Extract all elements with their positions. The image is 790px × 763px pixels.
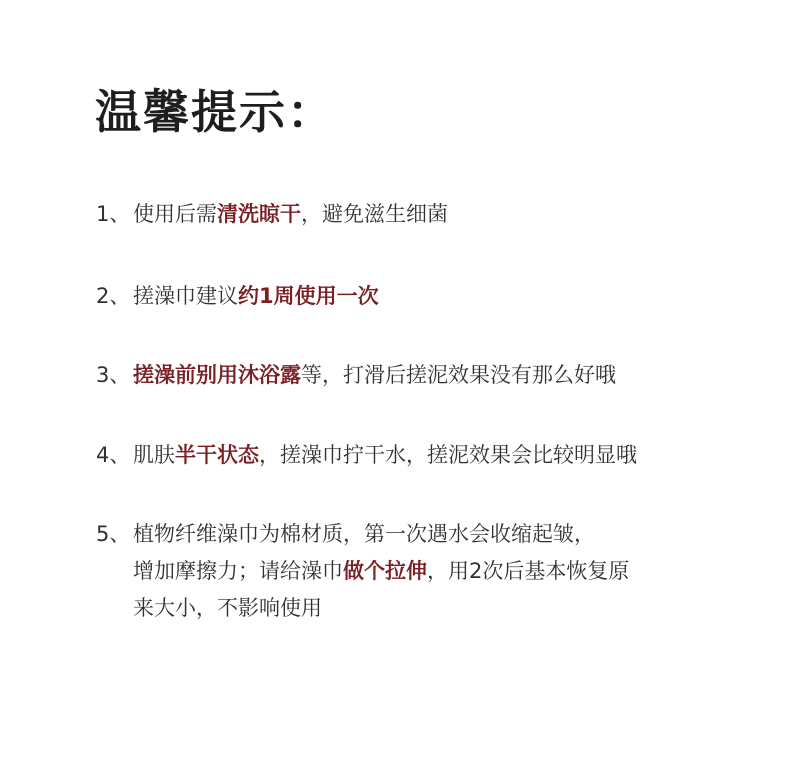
- tip-item-1: [96, 196, 448, 233]
- tip-item-5: [96, 516, 629, 627]
- tip-text: 搓澡巾建议: [133, 284, 238, 308]
- tip-highlight: 做个拉伸: [343, 559, 427, 583]
- tip-text: ，搓澡巾拧干水，搓泥效果会比较明显哦: [259, 443, 637, 467]
- tip-text: 等，打滑后搓泥效果没有那么好哦: [301, 363, 616, 387]
- tip-text: 增加摩擦力；请给澡巾: [133, 559, 343, 583]
- page-title: 温馨提示：: [95, 85, 335, 139]
- tip-highlight: 约1周使用一次: [238, 284, 379, 308]
- tip-text: 肌肤: [133, 443, 175, 467]
- tip-item-4: [96, 437, 637, 474]
- tip-line: [96, 553, 629, 590]
- tip-text: 使用后需: [133, 202, 217, 226]
- tip-text: 植物纤维澡巾为棉材质，第一次遇水会收缩起皱，: [133, 522, 595, 546]
- tip-number: 4、: [96, 443, 131, 467]
- tip-number: 2、: [96, 284, 131, 308]
- tip-highlight: 清洗晾干: [217, 202, 301, 226]
- tip-number: 5、: [96, 522, 131, 546]
- tip-line: [96, 590, 629, 627]
- tip-item-3: [96, 357, 616, 394]
- tip-text: ，避免滋生细菌: [301, 202, 448, 226]
- tip-item-2: [96, 278, 379, 315]
- tip-highlight: 半干状态: [175, 443, 259, 467]
- tip-text: 来大小，不影响使用: [133, 596, 322, 620]
- tip-number: 3、: [96, 363, 131, 387]
- tip-number: 1、: [96, 202, 131, 226]
- tip-text: ，用2次后基本恢复原: [427, 559, 630, 583]
- tip-highlight: 搓澡前别用沐浴露: [133, 363, 301, 387]
